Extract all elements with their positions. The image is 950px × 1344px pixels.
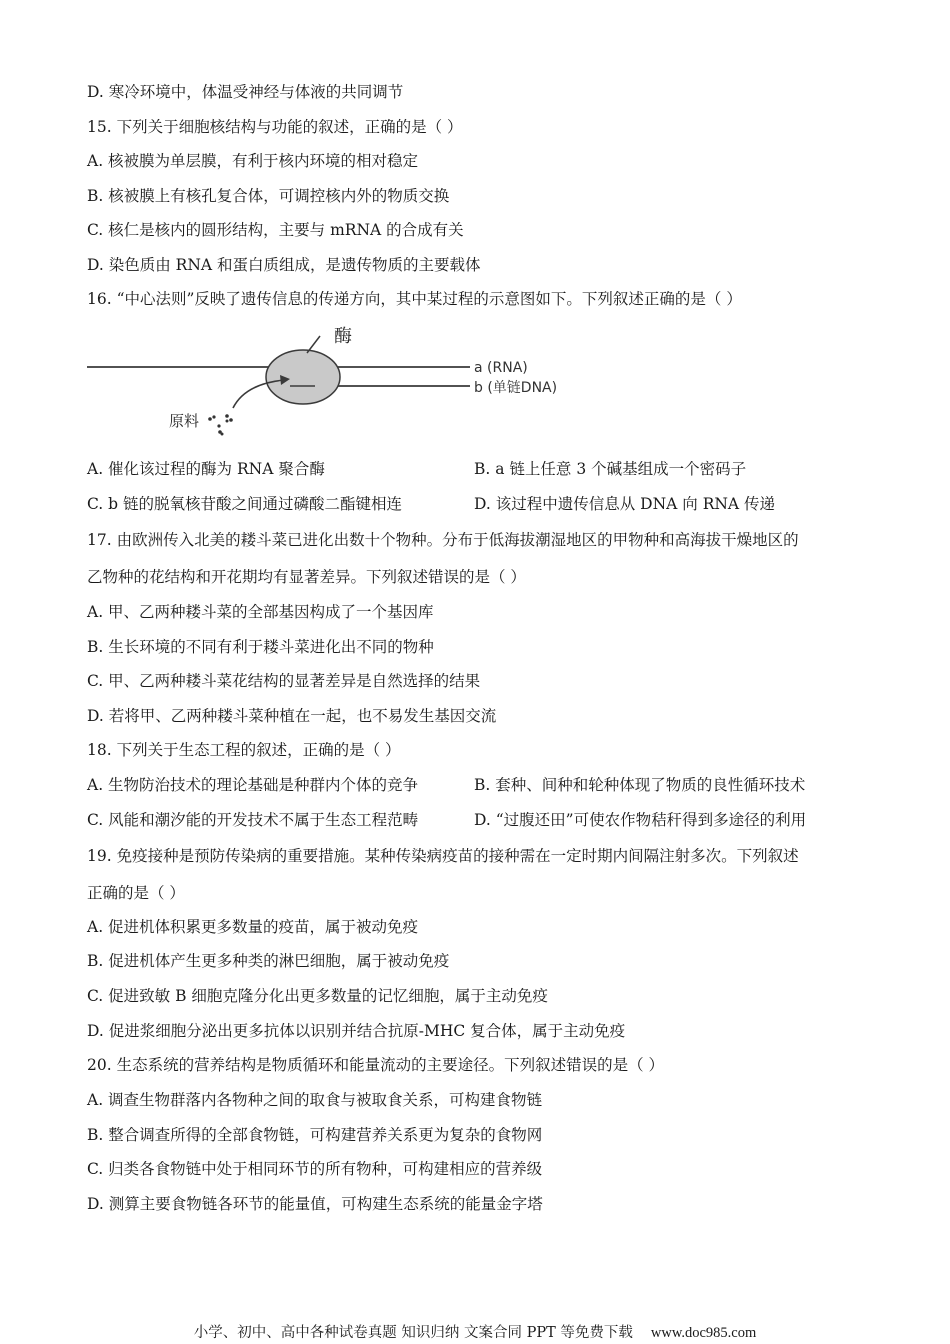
enzyme-ellipse bbox=[266, 350, 340, 404]
option-d: D. 该过程中遗传信息从 DNA 向 RNA 传递 bbox=[474, 495, 776, 513]
nucleotide-dots bbox=[208, 414, 233, 435]
option-c: C. 甲、乙两种耧斗菜花结构的显著差异是自然选择的结果 bbox=[87, 672, 481, 690]
option-a: A. 核被膜为单层膜，有利于核内环境的相对稳定 bbox=[87, 152, 419, 170]
option-c: C. 促进致敏 B 细胞克隆分化出更多数量的记忆细胞，属于主动免疫 bbox=[87, 987, 548, 1005]
question-stem: 16. “中心法则”反映了遗传信息的传递方向，其中某过程的示意图如下。下列叙述正确的是（ ） bbox=[87, 290, 742, 308]
transcription-diagram bbox=[85, 322, 575, 444]
question-stem-line1: 19. 免疫接种是预防传染病的重要措施。某种传染病疫苗的接种需在一定时期内间隔注射多次。下列叙述 bbox=[87, 847, 799, 865]
option-a: A. 生物防治技术的理论基础是种群内个体的竞争 bbox=[87, 776, 419, 794]
option-d: D. 染色质由 RNA 和蛋白质组成，是遗传物质的主要载体 bbox=[87, 256, 481, 274]
option-b: B. 促进机体产生更多种类的淋巴细胞，属于被动免疫 bbox=[87, 952, 450, 970]
option-b: B. 套种、间种和轮种体现了物质的良性循环技术 bbox=[474, 776, 806, 794]
option-d: D. 促进浆细胞分泌出更多抗体以识别并结合抗原-MHC 复合体，属于主动免疫 bbox=[87, 1022, 626, 1040]
chain-b-label: b (单链DNA) bbox=[474, 380, 558, 396]
option-d: D. “过腹还田”可使农作物秸秆得到多途径的利用 bbox=[474, 811, 807, 829]
enzyme-label: 酶 bbox=[334, 326, 352, 347]
q14-option-d: D. 寒冷环境中，体温受神经与体液的共同调节 bbox=[87, 83, 404, 101]
option-b: B. a 链上任意 3 个碱基组成一个密码子 bbox=[474, 460, 747, 478]
chain-a-label: a (RNA) bbox=[474, 360, 528, 376]
page-footer bbox=[0, 1324, 950, 1342]
option-b: B. 生长环境的不同有利于耧斗菜进化出不同的物种 bbox=[87, 638, 434, 656]
question-stem: 15. 下列关于细胞核结构与功能的叙述，正确的是（ ） bbox=[87, 118, 463, 136]
question-stem-line2: 乙物种的花结构和开花期均有显著差异。下列叙述错误的是（ ） bbox=[87, 568, 526, 586]
option-c: C. b 链的脱氧核苷酸之间通过磷酸二酯键相连 bbox=[87, 495, 403, 513]
question-stem-line1: 17. 由欧洲传入北美的耧斗菜已进化出数十个物种。分布于低海拔潮湿地区的甲物种和高海拔干燥地区的 bbox=[87, 531, 799, 549]
option-b: B. 整合调查所得的全部食物链，可构建营养关系更为复杂的食物网 bbox=[87, 1126, 543, 1144]
option-a: A. 催化该过程的酶为 RNA 聚合酶 bbox=[87, 460, 325, 478]
option-c: C. 核仁是核内的圆形结构，主要与 mRNA 的合成有关 bbox=[87, 221, 464, 239]
option-a: A. 甲、乙两种耧斗菜的全部基因构成了一个基因库 bbox=[87, 603, 434, 621]
option-c: C. 归类各食物链中处于相同环节的所有物种，可构建相应的营养级 bbox=[87, 1160, 543, 1178]
footer-url[interactable]: www.doc985.com bbox=[650, 1325, 757, 1341]
option-a: A. 促进机体积累更多数量的疫苗，属于被动免疫 bbox=[87, 918, 419, 936]
option-d: D. 若将甲、乙两种耧斗菜种植在一起，也不易发生基因交流 bbox=[87, 707, 497, 725]
question-stem-line2: 正确的是（ ） bbox=[87, 884, 185, 902]
raw-material-label: 原料 bbox=[169, 412, 200, 430]
footer-text: 小学、初中、高中各种试卷真题 知识归纳 文案合同 PPT 等免费下载 bbox=[193, 1325, 633, 1341]
option-d: D. 测算主要食物链各环节的能量值，可构建生态系统的能量金字塔 bbox=[87, 1195, 543, 1213]
option-c: C. 风能和潮汐能的开发技术不属于生态工程范畴 bbox=[87, 811, 419, 829]
question-stem: 20. 生态系统的营养结构是物质循环和能量流动的主要途径。下列叙述错误的是（ ） bbox=[87, 1056, 665, 1074]
option-b: B. 核被膜上有核孔复合体，可调控核内外的物质交换 bbox=[87, 187, 450, 205]
question-stem: 18. 下列关于生态工程的叙述，正确的是（ ） bbox=[87, 741, 401, 759]
option-a: A. 调查生物群落内各物种之间的取食与被取食关系，可构建食物链 bbox=[87, 1091, 543, 1109]
